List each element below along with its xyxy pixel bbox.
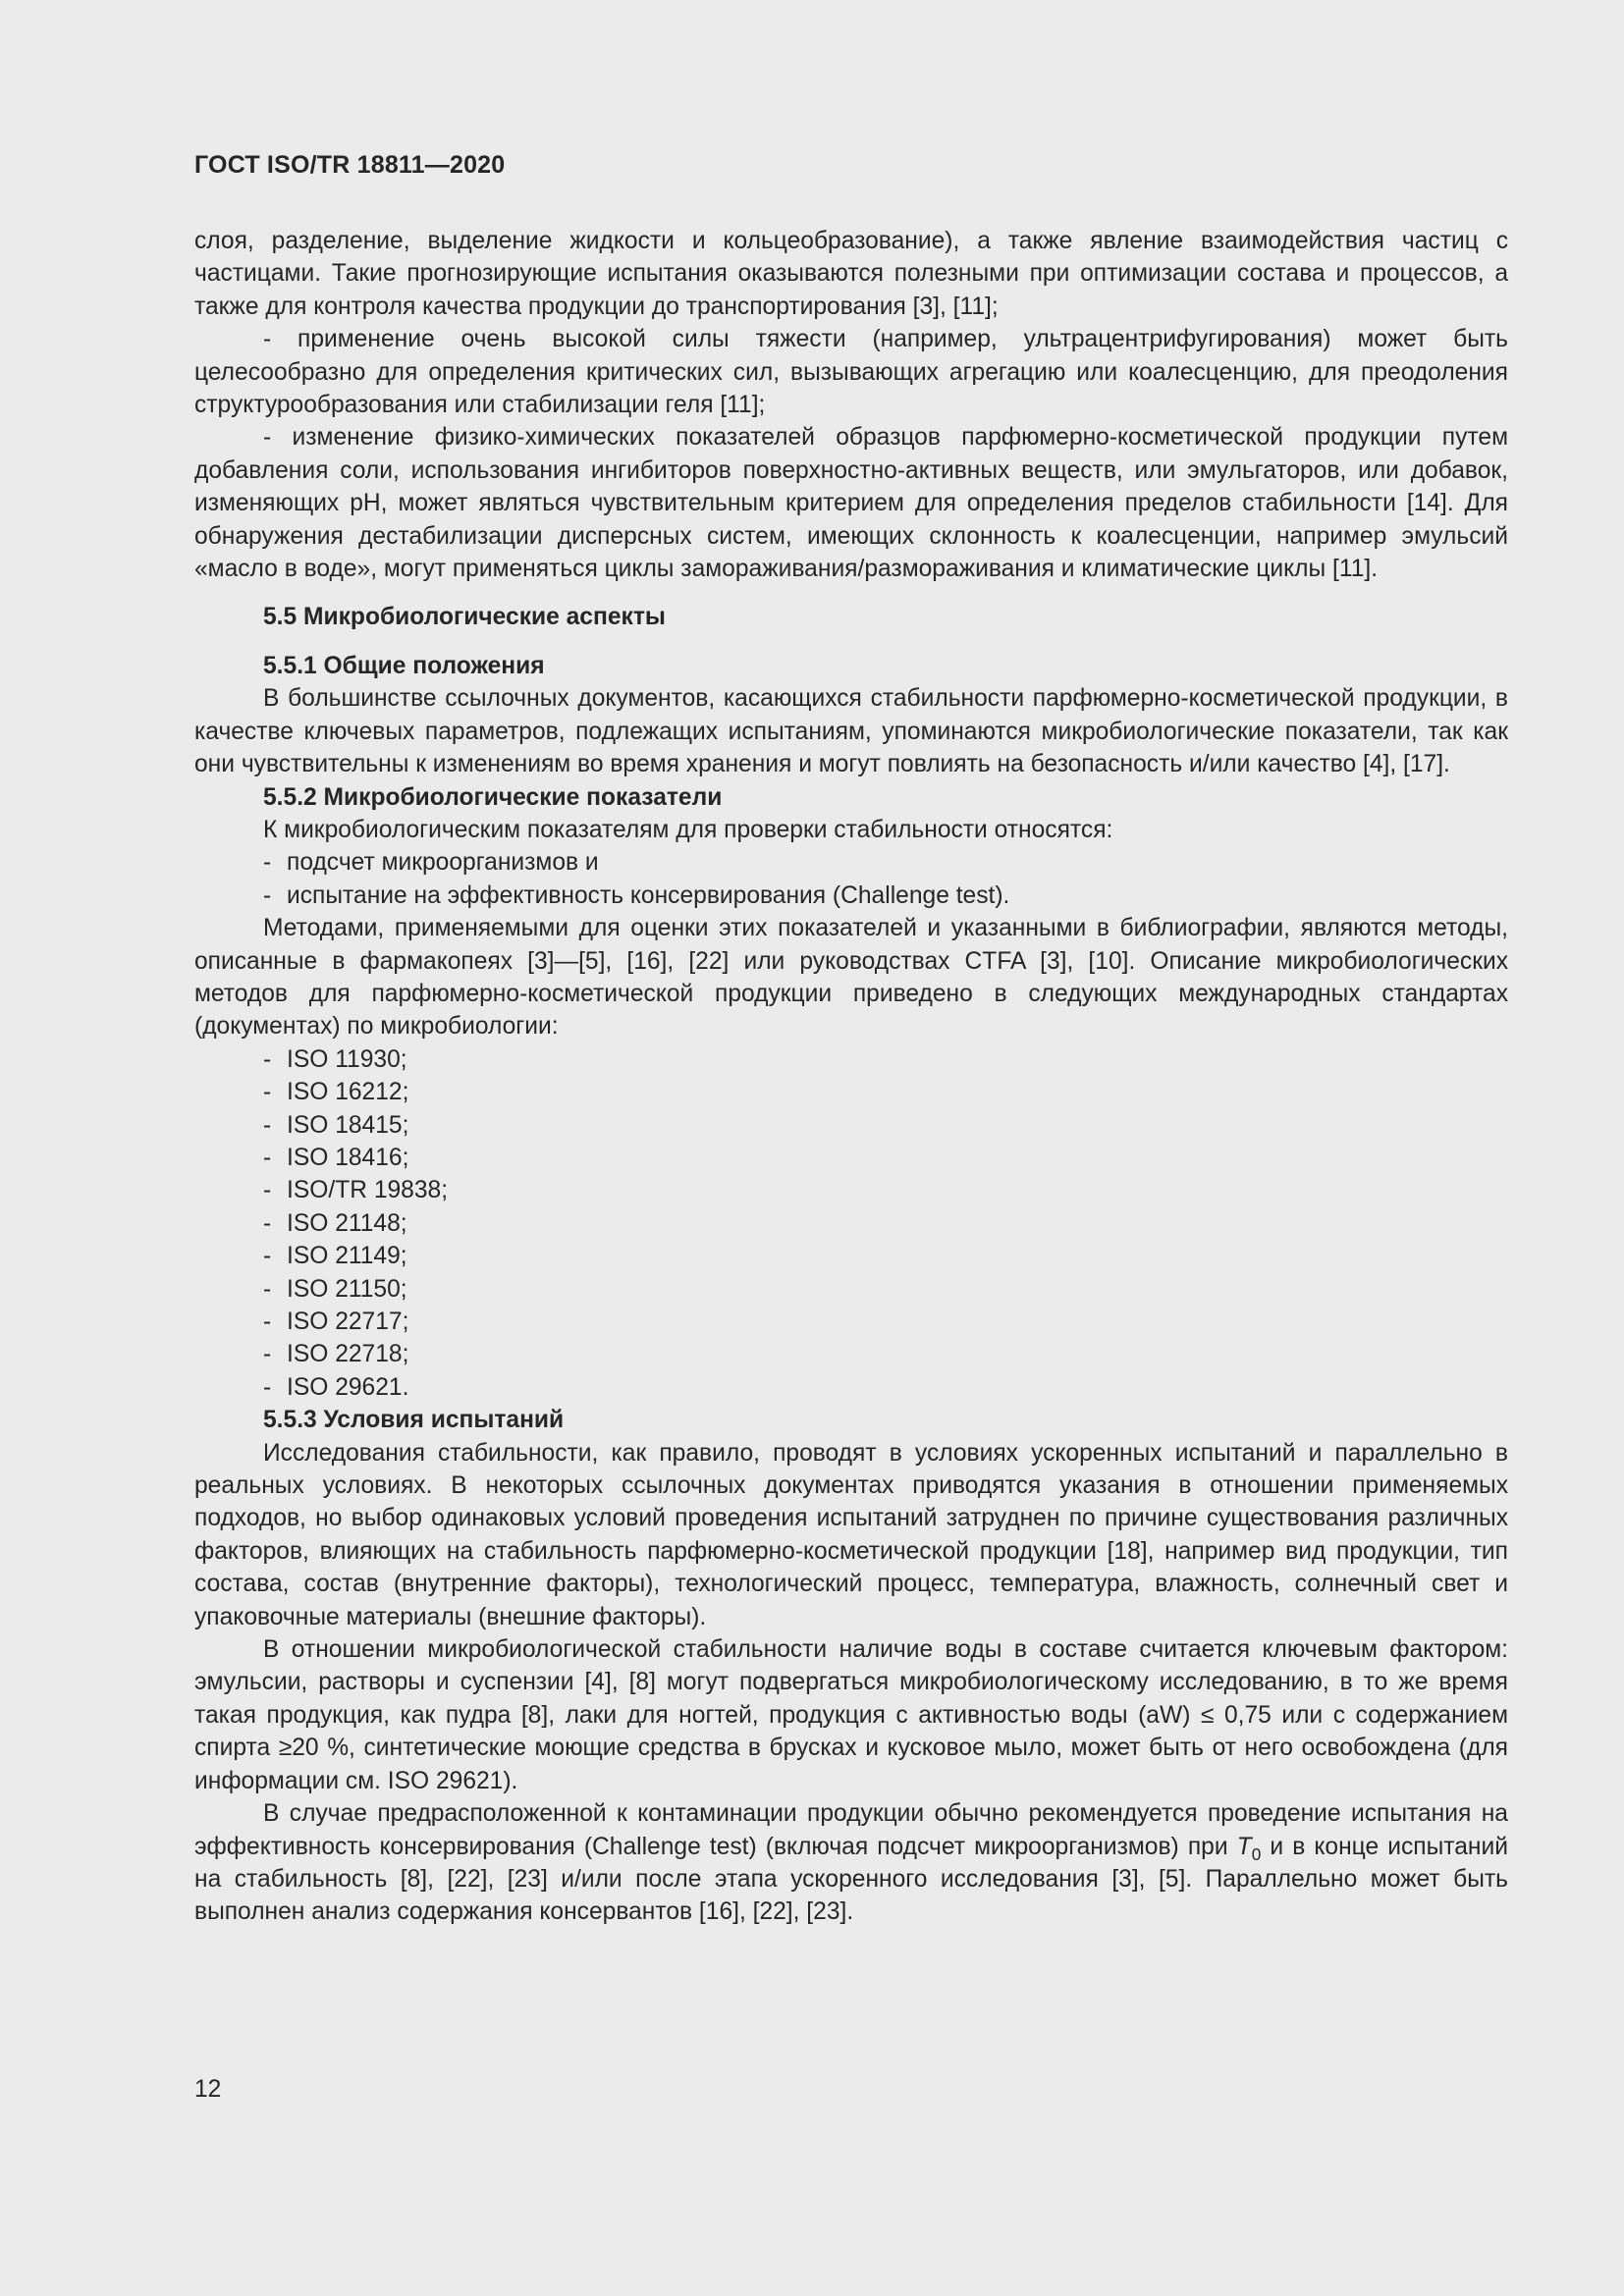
list-item: - ISO 29621. <box>263 1373 409 1401</box>
contamination-text-a: В случае предрасположенной к контаминации продукции обычно рекомендуется проведение испытания на эффективность консервирования (Challenge test) (включая подсчет микроорганизмов) при <box>194 1800 1508 1860</box>
list-item: - ISO 21148; <box>263 1209 407 1237</box>
list-item: - ISO/TR 19838; <box>263 1177 449 1204</box>
standard-text: ISO 21150; <box>287 1275 407 1303</box>
standard-text: ISO 18415; <box>287 1111 409 1139</box>
list-item: - ISO 16212; <box>263 1079 409 1106</box>
paragraph-physchem: - изменение физико-химических показателей образцов парфюмерно-косметической продукции путем добавления соли, использования ингибиторов поверхностно-активных веществ, или эмульгаторов, или добавок, изменяющих pH, может являться чувствительным критерием для определения пределов стабильности [14]. Для обнаружения дестабилизации дисперсных систем, имеющих склонность к коалесценции, например эмульсий «масло в воде», могут применяться циклы замораживания/размораживания и климатические циклы [11]. <box>194 424 1508 583</box>
standard-text: ISO 29621. <box>287 1373 409 1401</box>
standard-text: ISO 21149; <box>287 1243 407 1270</box>
standard-text: ISO 11930; <box>287 1045 407 1073</box>
paragraph-indicators-intro: К микробиологическим показателям для проверки стабильности относятся: <box>263 816 1113 843</box>
list-item: - подсчет микроорганизмов и <box>263 849 599 877</box>
document-body <box>194 225 1508 1929</box>
indicator-text: подсчет микроорганизмов и <box>287 849 599 877</box>
standard-text: ISO 21148; <box>287 1209 407 1237</box>
heading-5-5-2: 5.5.2 Микробиологические показатели <box>263 783 723 811</box>
standard-text: ISO 16212; <box>287 1079 409 1106</box>
paragraph-intro-continuation: слоя, разделение, выделение жидкости и кольцеобразование), а также явление взаимодействия частиц с частицами. Такие прогнозирующие испытания оказываются полезными при оптимизации состава и процессов, а также для контроля качества продукции до транспортирования [3], [11]; <box>194 228 1508 320</box>
list-item: - ISO 22717; <box>263 1308 409 1335</box>
paragraph-ultracentrifuge: - применение очень высокой силы тяжести (например, ультрацентрифугирования) может быть целесообразно для определения критических сил, вызывающих агрегацию или коалесценцию, для преодоления структурообразования или стабилизации геля [11]; <box>194 326 1508 419</box>
standard-text: ISO 22718; <box>287 1341 409 1368</box>
standard-text: ISO 22717; <box>287 1308 409 1335</box>
indicator-text: испытание на эффективность консервирования (Challenge test). <box>287 881 1010 909</box>
paragraph-conditions: Исследования стабильности, как правило, проводят в условиях ускоренных испытаний и параллельно в реальных условиях. В некоторых ссылочных документах приводятся указания в отношении применяемых подходов, но выбор одинаковых условий проведения испытаний затруднен по причине существования различных факторов, влияющих на стабильность парфюмерно-косметической продукции [18], например вид продукции, тип состава, состав (внутренние факторы), технологический процесс, температура, влажность, солнечный свет и упаковочные материалы (внешние факторы). <box>194 1439 1508 1630</box>
document-header: ГОСТ ISO/TR 18811—2020 <box>194 151 506 179</box>
paragraph-water: В отношении микробиологической стабильности наличие воды в составе считается ключевым фактором: эмульсии, растворы и суспензии [4], [8] могут подвергаться микробиологическому исследованию, в то же время такая продукция, как пудра [8], лаки для ногтей, продукция с активностью воды (aW) ≤ 0,75 или с содержанием спирта ≥20 %, синтетические моющие средства в брусках и кусковое мыло, может быть от него освобождена (для информации см. ISO 29621). <box>194 1636 1508 1794</box>
heading-5-5: 5.5 Микробиологические аспекты <box>263 604 666 631</box>
paragraph-general: В большинстве ссылочных документов, касающихся стабильности парфюмерно-косметической продукции, в качестве ключевых параметров, подлежащих испытаниям, упоминаются микробиологические показатели, так как они чувствительны к изменениям во время хранения и могут повлиять на безопасность и/или качество [4], [17]. <box>194 685 1508 778</box>
list-item: - ISO 21150; <box>263 1275 407 1303</box>
heading-5-5-1: 5.5.1 Общие положения <box>263 652 545 679</box>
standard-text: ISO 18416; <box>287 1144 409 1171</box>
paragraph-contamination <box>194 1797 1508 1929</box>
list-item: - испытание на эффективность консервирования (Challenge test). <box>263 881 1010 909</box>
paragraph-methods: Методами, применяемыми для оценки этих показателей и указанными в библиографии, являются методы, описанные в фармакопеях [3]—[5], [16], [22] или руководствах CTFA [3], [10]. Описание микробиологических методов для парфюмерно-косметической продукции приведено в следующих международных стандартах (документах) по микробиологии: <box>194 915 1508 1041</box>
list-item: - ISO 22718; <box>263 1341 409 1368</box>
list-item: - ISO 21149; <box>263 1243 407 1270</box>
time-variable: T <box>1236 1833 1252 1860</box>
standard-text: ISO/TR 19838; <box>287 1177 449 1204</box>
time-subscript: 0 <box>1251 1843 1262 1864</box>
page-number: 12 <box>194 2076 222 2103</box>
contamination-text-b: и в конце испытаний на стабильность [8], [22], [23] и/или после этапа ускоренного исследования [3], [5]. Параллельно может быть выполнен анализ содержания консервантов [16], [22], [23]. <box>194 1833 1508 1926</box>
list-item: - ISO 11930; <box>263 1045 407 1073</box>
list-item: - ISO 18416; <box>263 1144 409 1171</box>
heading-5-5-3: 5.5.3 Условия испытаний <box>263 1407 565 1434</box>
list-item: - ISO 18415; <box>263 1111 409 1139</box>
